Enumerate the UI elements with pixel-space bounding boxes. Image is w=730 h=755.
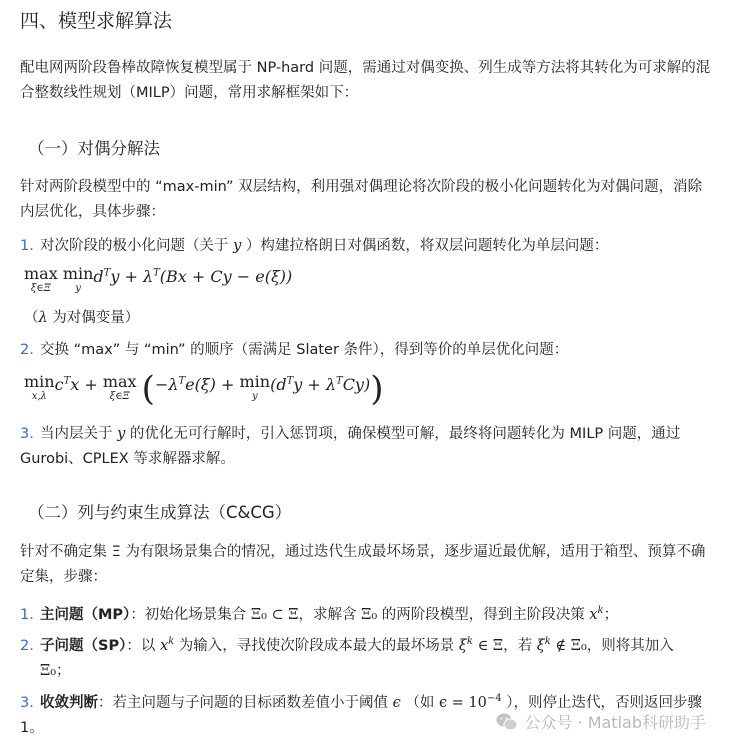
watermark-text: 公众号 · Matlab科研助手 xyxy=(524,713,706,732)
section2-step-2 xyxy=(20,629,716,684)
step-number: 3. xyxy=(20,694,34,711)
step-number: 1. xyxy=(20,238,34,254)
max-operator: max xyxy=(24,264,58,283)
math: x xyxy=(159,637,169,654)
step-text: ，求解含 xyxy=(298,606,362,623)
page-title: 四、模型求解算法 xyxy=(20,10,173,32)
math: Ξ₀ xyxy=(40,662,57,679)
big-paren: ) xyxy=(370,369,384,409)
math: (d xyxy=(270,375,287,395)
math-sup: T xyxy=(63,376,71,387)
step-text: ）构建拉格朗日对偶函数，将双层问题转化为单层问题： xyxy=(241,238,609,254)
min-operator: min xyxy=(24,372,55,391)
math: Cy) xyxy=(342,375,371,395)
max-operator: max xyxy=(102,372,137,391)
math: y + λ xyxy=(293,375,337,395)
step-text: 的两阶段模型，得到主阶段决策 xyxy=(377,606,590,623)
math: x + xyxy=(70,375,103,395)
step-number: 2. xyxy=(20,342,34,358)
math-sup: T xyxy=(286,376,294,387)
step-text: ，若 xyxy=(503,637,537,654)
wechat-icon xyxy=(496,712,518,732)
math-sup: k xyxy=(168,636,175,647)
min-operator: min xyxy=(239,372,271,391)
dual-variable-note xyxy=(24,306,716,331)
math: (Bx + Cy − e(ξ)) xyxy=(159,267,293,287)
step-text: 当内层关于 xyxy=(40,426,118,442)
min-operator: min xyxy=(62,264,94,283)
big-paren: ( xyxy=(141,369,155,409)
formula-lagrangian xyxy=(24,265,716,295)
step-title: 主问题（MP） xyxy=(40,606,131,623)
math-sup: T xyxy=(153,268,160,279)
step-text: ； xyxy=(56,662,71,679)
section1-title: （一）对偶分解法 xyxy=(28,139,160,158)
step-text: ； xyxy=(603,606,619,623)
math: c xyxy=(54,375,64,395)
math-sup: T xyxy=(103,268,111,279)
limit: ξ∈Ξ xyxy=(30,283,51,294)
step-text: 交换 “max” 与 “min” 的顺序（需满足 Slater 条件），得到等价的单层优化问题： xyxy=(40,342,569,358)
step-text: 的优化无可行解时，引入惩罚项，确保模型可解，最终将问题转化为 MILP 问题，通过 Gurobi、CPLEX 等求解器求解。 xyxy=(20,426,681,467)
math-sup: k xyxy=(544,636,551,647)
section1-step-2 xyxy=(20,338,716,363)
math-sup: T xyxy=(178,376,186,387)
math-var: y xyxy=(117,426,126,442)
step-text: 对次阶段的极小化问题（关于 xyxy=(40,238,234,254)
section1-step-1 xyxy=(20,234,716,259)
note-text: （ xyxy=(24,310,39,326)
math-sup: k xyxy=(597,605,604,616)
math: ϵ xyxy=(392,694,401,711)
limit: y xyxy=(251,391,258,402)
math-var: λ xyxy=(38,310,48,326)
watermark xyxy=(496,710,706,733)
step-number: 1. xyxy=(20,606,34,623)
math: ϵ = 10 xyxy=(438,694,487,711)
step-text: ，则将其加入 xyxy=(586,637,674,654)
limit: ξ∈Ξ xyxy=(109,391,130,402)
step-text: 为输入，寻找使次阶段成本最大的最坏场景 xyxy=(174,637,459,654)
math: ∈ Ξ xyxy=(472,637,504,654)
math-sup: T xyxy=(336,376,343,387)
step-text: ），则停止迭代，否则返回步骤 1。 xyxy=(20,694,703,736)
step-text: （如 xyxy=(400,694,439,711)
note-text: 为对偶变量） xyxy=(47,310,140,326)
section2-step-1 xyxy=(20,598,716,628)
step-text: ：以 xyxy=(126,637,160,654)
math: d xyxy=(93,267,104,287)
step-title: 收敛判断 xyxy=(40,694,98,711)
math: ξ xyxy=(536,637,545,654)
math-var: y xyxy=(233,238,242,254)
limit: y xyxy=(75,283,81,294)
formula-single-level xyxy=(24,369,716,409)
math: e(ξ) + xyxy=(185,375,240,395)
math: ∉ Ξ₀ xyxy=(550,637,587,654)
math: x xyxy=(589,606,598,623)
math-sup: −4 xyxy=(486,693,502,704)
math: Ξ₀ ⊂ Ξ xyxy=(250,606,299,623)
section1-step-3 xyxy=(20,422,716,472)
math: ξ xyxy=(458,637,467,654)
step-text: ：初始化场景集合 xyxy=(130,606,251,623)
section2-paragraph: 针对不确定集 Ξ 为有限场景集合的情况，通过迭代生成最坏场景，逐步逼近最优解，适用于箱型、预算不确定集，步骤： xyxy=(20,544,706,585)
step-number: 2. xyxy=(20,637,34,654)
step-title: 子问题（SP） xyxy=(40,637,127,654)
math: −λ xyxy=(154,375,179,395)
math-sup: k xyxy=(466,636,473,647)
math: y + λ xyxy=(110,267,154,287)
section2-title: （二）列与约束生成算法（C&CG） xyxy=(28,503,292,522)
intro-paragraph: 配电网两阶段鲁棒故障恢复模型属于 NP-hard 问题，需通过对偶变换、列生成等方法将其转化为可求解的混合整数线性规划（MILP）问题，常用求解框架如下： xyxy=(20,60,711,101)
section1-paragraph: 针对两阶段模型中的 “max-min” 双层结构，利用强对偶理论将次阶段的极小化问题转化为对偶问题，消除内层优化，具体步骤： xyxy=(20,179,703,220)
math: Ξ₀ xyxy=(361,606,378,623)
step-number: 3. xyxy=(20,426,34,442)
step-text: ：若主问题与子问题的目标函数差值小于阈值 xyxy=(98,694,393,711)
limit: x,λ xyxy=(31,391,47,402)
